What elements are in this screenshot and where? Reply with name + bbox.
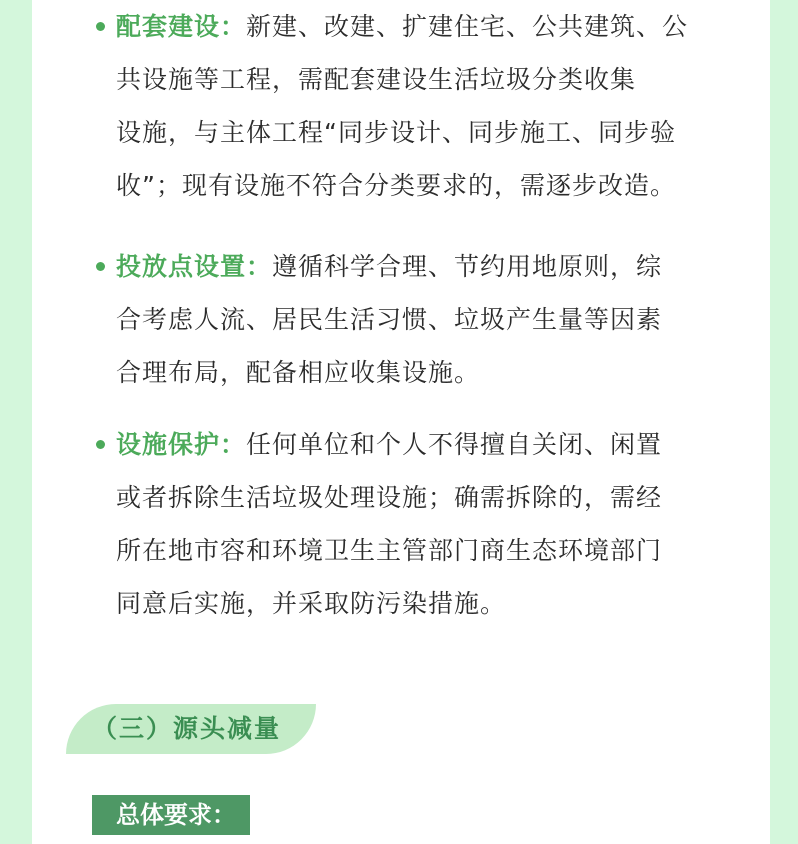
section-heading bbox=[66, 704, 316, 754]
item-line: 所在地市容和环境卫生主管部门商生态环境部门 bbox=[116, 536, 663, 565]
content-card bbox=[32, 0, 770, 844]
item-line: 设施，与主体工程“同步设计、同步施工、同步验 bbox=[116, 118, 676, 147]
list-item-drop-off-points bbox=[116, 240, 746, 399]
item-line: 合考虑人流、居民生活习惯、垃圾产生量等因素 bbox=[116, 305, 663, 334]
bullet-dot-icon bbox=[96, 262, 105, 271]
item-line: 共设施等工程，需配套建设生活垃圾分类收集 bbox=[116, 65, 637, 94]
subsection-label bbox=[92, 795, 250, 835]
item-line: 配套建设：新建、改建、扩建住宅、公共建筑、公 bbox=[116, 12, 689, 41]
bullet-dot-icon bbox=[96, 22, 105, 31]
list-item-supporting-construction bbox=[116, 0, 746, 212]
item-line: 同意后实施，并采取防污染措施。 bbox=[116, 589, 507, 618]
item-line: 或者拆除生活垃圾处理设施；确需拆除的，需经 bbox=[116, 483, 663, 512]
item-lead: 设施保护： bbox=[116, 430, 247, 459]
bullet-dot-icon bbox=[96, 440, 105, 449]
section-title: （三）源头减量 bbox=[92, 714, 282, 743]
item-line: 收”；现有设施不符合分类要求的，需逐步改造。 bbox=[116, 171, 676, 200]
item-lead: 配套建设： bbox=[116, 12, 247, 41]
item-lead: 投放点设置： bbox=[116, 252, 273, 281]
item-line: 合理布局，配备相应收集设施。 bbox=[116, 358, 481, 387]
list-item-facility-protection bbox=[116, 418, 746, 630]
subsection-label-text: 总体要求： bbox=[116, 801, 236, 829]
item-line: 设施保护：任何单位和个人不得擅自关闭、闲置 bbox=[116, 430, 663, 459]
item-line: 投放点设置：遵循科学合理、节约用地原则，综 bbox=[116, 252, 663, 281]
